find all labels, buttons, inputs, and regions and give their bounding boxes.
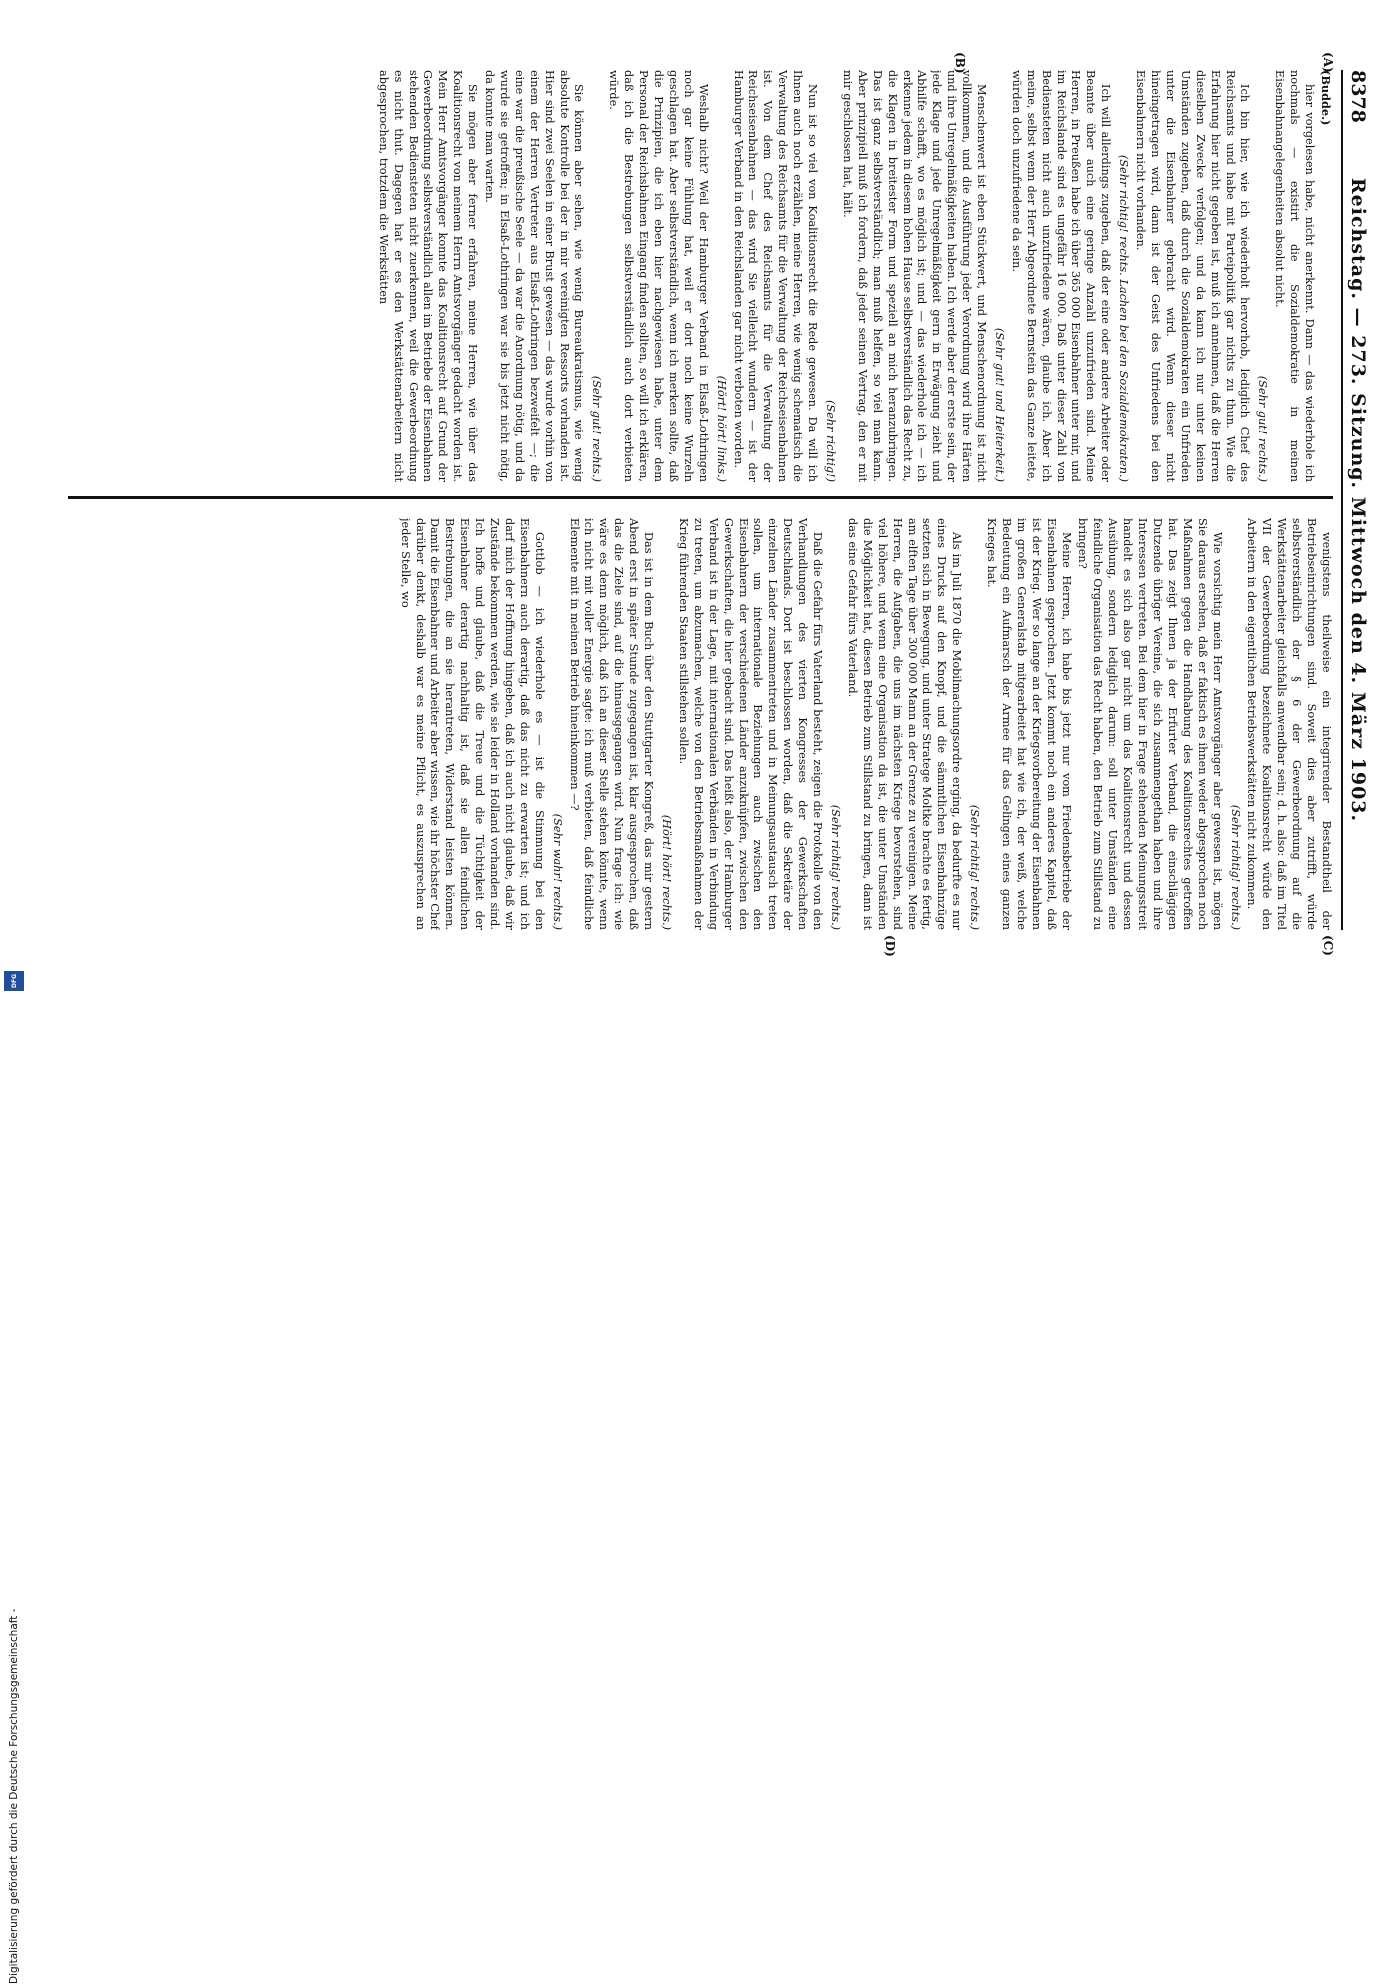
paragraph: Nun ist so viel von Koalitionsrecht die Rede gewesen. Da will ich Ihnen auch noch erzählen, meine Herren, wie wenig schematisch die Verwaltung des Reichsamts für die Verwaltung der Reichseisenbahnen ist. Von dem Chef des Reichsamts für die Verwaltung der Reichseisenbahnen — das wird Sie vielleicht wundern — ist der Hamburger Verband in den Reichslanden gar nicht verboten worden. [731, 70, 820, 482]
scanned-page [50, 0, 1397, 1000]
page-number: 8378 [1347, 70, 1369, 123]
left-column [63, 70, 1333, 482]
right-column-text [397, 518, 1333, 930]
interjection: (Sehr richtig!) [824, 399, 837, 482]
page-header [1341, 70, 1377, 930]
dfg-logo: DFG [4, 971, 24, 991]
paragraph: Sie können aber sehen, wie wenig Bureaukratismus, wie wenig absolute Kontrolle bei der in mir vereinigten Ressorts vorhanden ist. Hier sind zwei Seelen in einer Brust gewesen — das wurde vorhin von einem der Herren Vertreter aus Elsaß-Lothringen bezweifelt —; die eine war die preußische Seele — da war die Anordnung nötig, und da wurde sie getroffen; in Elsaß-Lothringen war sie bis jetzt nicht nötig, da konnte man warten. [483, 70, 586, 482]
paragraph: wenigstens theilweise ein integrirender Bestandtheil der Betriebseinrichtungen sind. Soweit dies aber zutrifft, würde selbstverständlich der § 6 der Gewerbeordnung auf die Werkstättenarbeiter gleichfalls anwendbar sein; d. h. also: daß im Titel VII der Gewerbeordnung bezeichnete Koalitionsrecht würde den Arbeitern in den eigentlichen Betriebswerkstätten nicht zukommen. [1245, 518, 1333, 930]
paragraph: Sie mögen aber ferner erfahren, meine Herren, wie über das Koalitionsrecht von meinem Herrn Amtsvorgänger gedacht worden ist. Mein Herr Amtsvorgänger konnte das Koalitionsrecht auf Grund der Gewerbeordnung selbstverständlich allen im Betriebe der Eisenbahnen stehenden Bediensteten nicht zuerkennen, weil die Gewerbeordnung es nicht thut. Dagegen hat er es den Werkstättenarbeitern nicht abgesprochen, trotzdem die Werkstätten [376, 70, 480, 482]
paragraph: Ich will allerdings zugeben, daß der eine oder andere Arbeiter oder Beamte über auch eine geringe Anzahl unzufrieden sind. Meine Herren, in Preußen habe ich über 365 000 Eisenbahner unter mir, und im Reichslande sind es ungefähr 16 000. Daß unter dieser Zahl von Bediensteten nicht auch unzufriedene wären, glaube ich. Aber ich meine, selbst wenn der Herr Abgeordnete Bernstein das Ganze leitete, würden doch unzufriedene da sein. [1009, 70, 1113, 482]
interjection: (Sehr richtig! rechts.) [968, 804, 982, 930]
paragraph: Ich bin hier, wie ich wiederholt hervorhob, lediglich Chef des Reichsamts und habe mit Parteipolitik gar nichts zu thun. Wie die Erfahrung hier nicht gegeben ist, muß ich annehmen, daß die Herren dieselben Zwecke verfolgen; und da kann ich nur unter keinen Umständen zugeben, daß durch die Sozialdemokraten ein Unfrieden unter die Eisenbahner gebracht wird. Wenn dieser nicht hineingetragen wird, dann ist der Geist des Unfriedens bei den Eisenbahnern nicht vorhanden. [1134, 70, 1252, 482]
paragraph: Weshalb nicht? Weil der Hamburger Verband in Elsaß-Lothringen noch gar keine Fühlung hat, weil er dort noch keine Wurzeln geschlagen hat. Aber selbstverständlich, wenn ich merken sollte, daß die Prinzipien, die ich eben hier nachgewiesen habe, unter dem Personal der Reichsbahnen Eingang finden sollten, so will ich erklären, daß ich die Bestrebungen selbstverständlich auch dort verbieten würde. [607, 70, 710, 482]
interjection: (Sehr gut! rechts.) [1256, 375, 1270, 482]
page-content [50, 0, 1397, 1000]
interjection: (Sehr richtig! rechts.) [1228, 804, 1242, 930]
paragraph: Daß die Gefahr fürs Vaterland besteht, zeigen die Protokolle von den Verhandlungen des vierten Kongresses der Gewerkschaften Deutschlands. Dort ist beschlossen worden, daß die Sekretäre der einzelnen Länder zusammentreten und in Meinungsaustausch treten sollen, um internationale Beziehungen auch zwischen den Eisenbahnern der verschiedenen Länder anzuknüpfen, zwischen den Gewerkschaften, die hier gebacht sind. Das heißt also, der Hamburger Verband ist in der Lage, mit internationalen Verbänden in Verbindung zu treten, um abzumachen, welche von den Betriebsmaßnahmen der Krieg führenden Staaten stillstehen sollen. [676, 518, 825, 930]
left-column-text [375, 70, 1316, 482]
paragraph: Als im Juli 1870 die Mobilmachungsordre erging, da bedurfte es nur eines Drucks auf den Knopf, und die sämmtlichen Eisenbahnzüge setzten sich in Bewegung, und unter Stratege Moltke brachte es fertig, am elften Tage über 300 000 Mann an der Grenze zu vereinigen. Meine Herren, die Aufgaben, die uns im nächsten Kriege bevorstehen, sind viel höhere, und wenn eine Organisation da ist, die unter Umständen die Möglichkeit hat, diesen Betrieb zum Stillstand zu bringen, dann ist das eine Gefahr fürs Vaterland. [845, 518, 964, 930]
interjection: (Sehr wahr! rechts.) [550, 813, 564, 930]
paragraph: Wie vorsichtig mein Herr Amtsvorgänger aber gewesen ist, mögen Sie daraus ersehen, daß er faktisch es ihnen weder abgesprochen noch Maßnahmen gegen die Handhabung des Koalitionsrechtes getroffen hat. Das zeigt Ihnen ja der Erfurter Verband, die einschlägigen Dutzende übriger Vereine, die sich zusammengethan haben und ihre Interessen vertreten. Bei dem hier in Frage stehenden Meinungsstreit handelt es sich also gar nicht um das Koalitionsrecht und dessen Ausübung, sondern lediglich darum: soll unter Umständen eine feindliche Organisation das Recht haben, den Betrieb zum Stillstand zu bringen? [1076, 518, 1224, 930]
paragraph: Menschenwert ist eben Stückwert, und Menschenordnung ist nicht vollkommen, und die Ausführung jeder Verordnung wird ihre Härten und ihre Unregelmäßigkeiten haben. Ich werde aber der erste sein, der jede Klage und jede Unregelmäßigkeit gern in Erwägung zieht und Abhilfe schafft, wo es möglich ist; und — das wiederhole ich — ich erkenne jedem in diesem hohen Hause selbstverständlich das Recht zu, die Klagen in breitester Form und speziell an mich heranzubringen. Das ist ganz selbstverständlich; man muß helfen, so viel man kann. Aber prinzipiell muß ich fordern, daß jeder seinen Vertrag, den er mit mir geschlossen hat, hält. [840, 70, 989, 482]
right-column [63, 518, 1333, 930]
speaker-name: (Budde.) [1319, 70, 1333, 126]
interjection: (Sehr gut! rechts.) [590, 375, 604, 482]
interjection: (Sehr richtig! rechts.) [829, 804, 842, 930]
margin-marker-d: (D) [883, 935, 897, 957]
page-title: Reichstag. — 273. Sitzung. Mittwoch den 4. März 1903. [1347, 177, 1369, 823]
interjection: (Sehr richtig! rechts. Lachen bei den Sozialdemokraten.) [1117, 154, 1131, 482]
column-divider [68, 496, 1333, 499]
margin-marker-a: (A) [1321, 52, 1335, 73]
digitization-text: Digitalisierung gefördert durch die Deutsche Forschungsgemeinschaft - [8, 1608, 20, 1984]
interjection: (Hört! hört! links.) [714, 375, 728, 482]
paragraph: Meine Herren, ich habe bis jetzt nur vom Friedensbetriebe der Eisenbahnen gesprochen. Jetzt kommt noch ein anderes Kapitel, daß ist der Krieg. Wer so lange an der Kriegsvorbereitung der Eisenbahnen im großen Generalstab mitgearbeitet hat wie ich, der weiß, welche Bedeutung ein Aufmarsch der Armee für das Gelingen eines ganzen Krieges hat. [985, 518, 1073, 930]
digitization-note [6, 0, 22, 1984]
interjection: (Sehr gut! und Heiterkeit.) [992, 327, 1006, 482]
margin-marker-c: (C) [1321, 935, 1335, 956]
paragraph: Das ist in dem Buch über den Stuttgarter Kongreß, das mir gestern Abend erst in später Stunde zugegangen ist, klar ausgesprochen, daß das die Ziele sind, auf die hinausgegangen wird. Nun frage ich: wie wäre es denn möglich, daß ich an dieser Stelle stehen könnte, wenn ich nicht mit voller Energie sagte: ich muß verbieten, daß feindliche Elemente mit in meinen Betrieb hineinkommen —? [567, 518, 656, 930]
paragraph: Gottlob — ich wiederhole es — ist die Stimmung bei den Eisenbahnern auch derartig, daß das nicht zu erwarten ist; und ich darf mich der Hoffnung hingeben, daß ich auch nicht glaube, daß wir Zustände bekommen werden, wie sie leider in Holland vorhanden sind. Ich hoffe und glaube, daß die Treue und die Tüchtigkeit der Eisenbahner derartig nachhaltig ist, daß sie allen feindlichen Bestrebungen, die an sie herantreten, Widerstand leisten können. Damit die Eisenbahner und Arbeiter aber wissen, wie ihr höchster Chef darüber denkt, deshalb war es meine Pflicht, es auszusprechen an jeder Stelle, wo [398, 518, 546, 930]
interjection: (Hört! hört! rechts.) [660, 814, 674, 930]
paragraph: hier vorgelesen habe, nicht anerkennt. Dann — das wiederhole ich nochmals — existirt die Sozialdemokratie in meinen Eisenbahnangelegenheiten absolut nicht. [1273, 70, 1317, 482]
margin-marker-b: (B) [953, 52, 967, 74]
